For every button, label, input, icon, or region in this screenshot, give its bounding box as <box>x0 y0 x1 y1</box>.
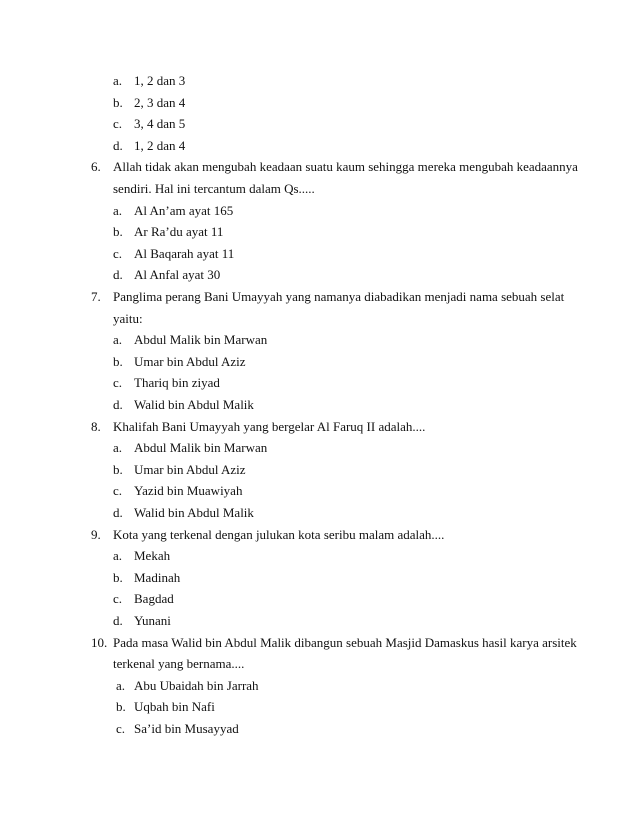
option-text: Al Baqarah ayat 11 <box>134 245 235 261</box>
option-text: Thariq bin ziyad <box>134 375 220 391</box>
question-number: 6. <box>91 159 101 175</box>
option-text: 1, 2 dan 3 <box>134 73 186 88</box>
option-letter: d. <box>113 505 123 520</box>
question-text: Khalifah Bani Umayyah yang bergelar Al Faruq II adalah.... <box>113 418 426 434</box>
option-letter: a. <box>113 202 123 218</box>
question-text: Panglima perang Bani Umayyah yang namanya diabadikan menjadi nama sebuah selat <box>113 289 565 304</box>
option-letter: c. <box>116 721 126 736</box>
option-text: Yazid bin Muawiyah <box>134 483 243 499</box>
option-letter: b. <box>116 699 126 715</box>
option-letter: a. <box>113 548 123 564</box>
option-letter: c. <box>113 245 123 261</box>
question-number: 7. <box>91 289 101 304</box>
question-text: yaitu: <box>113 310 143 326</box>
option-letter: a. <box>113 332 123 348</box>
option-text: Ar Ra’du ayat 11 <box>134 224 224 240</box>
question-number: 9. <box>91 526 101 542</box>
option-letter: c. <box>113 591 123 607</box>
option-text: Al Anfal ayat 30 <box>134 267 221 283</box>
question-text: sendiri. Hal ini tercantum dalam Qs..... <box>113 181 315 196</box>
option-letter: d. <box>113 397 123 412</box>
question-text: Kota yang terkenal dengan julukan kota seribu malam adalah.... <box>113 526 445 542</box>
question-text: Allah tidak akan mengubah keadaan suatu kaum sehingga mereka mengubah keadaannya <box>113 159 578 175</box>
option-letter: a. <box>113 73 123 88</box>
option-text: Bagdad <box>134 591 174 607</box>
option-letter: c. <box>113 375 123 391</box>
option-text: 1, 2 dan 4 <box>134 137 186 153</box>
option-letter: a. <box>113 440 123 456</box>
option-text: Umar bin Abdul Aziz <box>134 353 246 369</box>
option-text: Al An’am ayat 165 <box>134 202 234 218</box>
option-text: Mekah <box>134 548 171 564</box>
option-text: Walid bin Abdul Malik <box>134 505 254 520</box>
option-letter: d. <box>113 613 123 628</box>
option-text: Abdul Malik bin Marwan <box>134 332 268 348</box>
option-text: Yunani <box>134 613 171 628</box>
option-text: Uqbah bin Nafi <box>134 699 215 715</box>
option-letter: c. <box>113 116 123 132</box>
option-letter: b. <box>113 569 123 585</box>
option-letter: b. <box>113 94 123 110</box>
option-letter: b. <box>113 224 123 240</box>
option-letter: c. <box>113 483 123 499</box>
option-letter: d. <box>113 137 123 153</box>
option-text: Sa’id bin Musayyad <box>134 721 239 736</box>
question-text: terkenal yang bernama.... <box>113 656 245 672</box>
option-letter: a. <box>116 677 126 693</box>
question-number: 8. <box>91 418 101 434</box>
option-text: 3, 4 dan 5 <box>134 116 186 132</box>
option-text: Abdul Malik bin Marwan <box>134 440 268 456</box>
option-text: Abu Ubaidah bin Jarrah <box>134 677 259 693</box>
option-letter: b. <box>113 353 123 369</box>
question-text: Pada masa Walid bin Abdul Malik dibangun sebuah Masjid Damaskus hasil karya arsitek <box>113 634 577 650</box>
option-text: Umar bin Abdul Aziz <box>134 461 246 477</box>
question-number: 10. <box>91 634 108 650</box>
option-text: 2, 3 dan 4 <box>134 94 186 110</box>
option-text: Madinah <box>134 569 181 585</box>
option-letter: b. <box>113 461 123 477</box>
option-text: Walid bin Abdul Malik <box>134 397 254 412</box>
option-letter: d. <box>113 267 123 283</box>
